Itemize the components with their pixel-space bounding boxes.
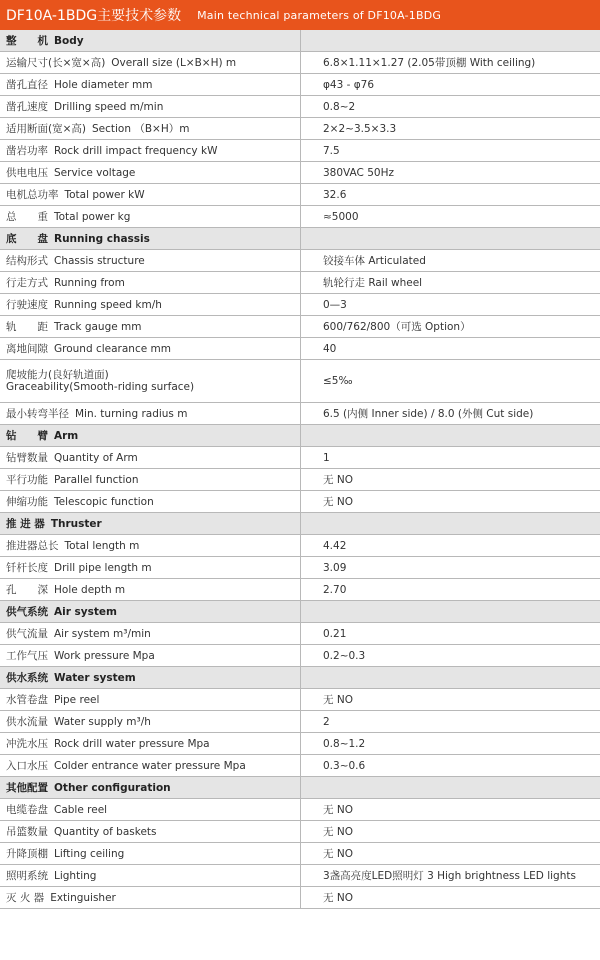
- parameter-name-chinese: 电缆卷盘: [6, 803, 48, 816]
- parameter-name-english: Body: [54, 34, 84, 47]
- parameter-value-cell: 轨轮行走 Rail wheel: [301, 272, 600, 294]
- parameter-name-cell: [0, 535, 301, 557]
- section-title-cell: [0, 777, 301, 799]
- parameter-name-chinese: 供电电压: [6, 166, 48, 179]
- parameter-name-english: Lighting: [54, 869, 97, 882]
- parameter-name-chinese: 行走方式: [6, 276, 48, 289]
- spec-row: [0, 250, 600, 272]
- parameter-name-cell: [0, 623, 301, 645]
- parameter-name-english: Drilling speed m/min: [54, 100, 164, 113]
- parameter-name-chinese: 钎杆长度: [6, 561, 48, 574]
- parameter-name-english: Hole diameter mm: [54, 78, 153, 91]
- parameter-name-chinese: 适用断面(宽×高): [6, 122, 86, 135]
- spec-row: [0, 272, 600, 294]
- spec-row: [0, 733, 600, 755]
- section-title-cell: [0, 667, 301, 689]
- parameter-name-cell: [0, 557, 301, 579]
- parameter-name-chinese: 灭 火 器: [6, 891, 45, 904]
- section-title-cell: [0, 228, 301, 250]
- parameter-name-chinese: 总 重: [6, 210, 48, 223]
- parameter-name-chinese: 行驶速度: [6, 298, 48, 311]
- parameter-name-cell: [0, 689, 301, 711]
- parameter-value-cell: 无 NO: [301, 843, 600, 865]
- parameter-name-cell: [0, 338, 301, 360]
- parameter-name-cell: [0, 887, 301, 909]
- parameter-name-cell: [0, 250, 301, 272]
- parameter-name-cell: [0, 184, 301, 206]
- section-header-row: [0, 30, 600, 52]
- parameter-name-english: Min. turning radius m: [75, 407, 188, 420]
- spec-table: [0, 30, 600, 909]
- parameter-name-chinese: 吊篮数量: [6, 825, 48, 838]
- section-header-row: [0, 425, 600, 447]
- parameter-name-cell: [0, 118, 301, 140]
- parameter-name-chinese: 供气流量: [6, 627, 48, 640]
- parameter-name-english: Air system m³/min: [54, 627, 151, 640]
- parameter-value-cell: 0.8~2: [301, 96, 600, 118]
- parameter-name-english: Cable reel: [54, 803, 108, 816]
- section-title-cell: [0, 30, 301, 52]
- parameter-value-cell: ≤5‰: [301, 360, 600, 403]
- parameter-name-cell: [0, 294, 301, 316]
- parameter-value-cell: 0.8~1.2: [301, 733, 600, 755]
- parameter-name-english: Quantity of Arm: [54, 451, 138, 464]
- parameter-name-cell: [0, 865, 301, 887]
- parameter-name-chinese: 凿孔直径: [6, 78, 48, 91]
- parameter-name-english: Hole depth m: [54, 583, 126, 596]
- spec-row: [0, 711, 600, 733]
- section-empty-cell: [301, 777, 600, 799]
- parameter-name-cell: [0, 272, 301, 294]
- spec-row: [0, 799, 600, 821]
- parameter-name-english: Service voltage: [54, 166, 136, 179]
- section-title-cell: [0, 513, 301, 535]
- parameter-value-cell: 6.5 (内侧 Inner side) / 8.0 (外侧 Cut side): [301, 403, 600, 425]
- parameter-name-cell: [0, 491, 301, 513]
- spec-row: [0, 689, 600, 711]
- spec-row: [0, 316, 600, 338]
- parameter-name-chinese: 入口水压: [6, 759, 48, 772]
- parameter-name-chinese: 孔 深: [6, 583, 48, 596]
- parameter-name-english: Total power kW: [64, 188, 145, 201]
- parameter-name-english: Pipe reel: [54, 693, 100, 706]
- parameter-value-cell: ≈5000: [301, 206, 600, 228]
- section-header-row: [0, 667, 600, 689]
- parameter-name-chinese: 供水流量: [6, 715, 48, 728]
- parameter-name-cell: [0, 316, 301, 338]
- parameter-name-cell: [0, 403, 301, 425]
- section-header-row: [0, 228, 600, 250]
- parameter-name-chinese: 运输尺寸(长×宽×高): [6, 56, 106, 69]
- parameter-name-english: Graceability(Smooth-riding surface): [6, 381, 195, 393]
- parameter-name-english: Other configuration: [54, 781, 171, 794]
- parameter-name-cell: [0, 645, 301, 667]
- parameter-value-cell: 0.2~0.3: [301, 645, 600, 667]
- parameter-name-chinese: 钻臂数量: [6, 451, 48, 464]
- parameter-name-chinese: 爬坡能力(良好轨道面): [6, 369, 109, 381]
- spec-row: [0, 887, 600, 909]
- section-header-row: [0, 601, 600, 623]
- parameter-value-cell: 3盏高亮度LED照明灯 3 High brightness LED lights: [301, 865, 600, 887]
- parameter-name-chinese: 供气系统: [6, 605, 48, 618]
- spec-row: [0, 755, 600, 777]
- parameter-name-chinese: 凿孔速度: [6, 100, 48, 113]
- parameter-value-cell: 32.6: [301, 184, 600, 206]
- parameter-name-english: Running from: [54, 276, 125, 289]
- parameter-name-cell: [0, 843, 301, 865]
- parameter-value-cell: 无 NO: [301, 491, 600, 513]
- section-empty-cell: [301, 30, 600, 52]
- spec-row: [0, 184, 600, 206]
- spec-row: [0, 843, 600, 865]
- parameter-name-cell: [0, 733, 301, 755]
- parameter-name-english: Overall size (L×B×H) m: [111, 56, 237, 69]
- parameter-name-chinese: 伸缩功能: [6, 495, 48, 508]
- parameter-name-cell: [0, 799, 301, 821]
- parameter-name-cell: [0, 579, 301, 601]
- parameter-name-chinese: 电机总功率: [6, 188, 59, 201]
- parameter-name-english: Water system: [54, 671, 136, 684]
- parameter-name-english: Colder entrance water pressure Mpa: [54, 759, 246, 772]
- parameter-name-cell: [0, 74, 301, 96]
- parameter-name-english: Thruster: [50, 517, 102, 530]
- parameter-value-cell: 3.09: [301, 557, 600, 579]
- section-title-cell: [0, 425, 301, 447]
- parameter-name-english: Section （B×H）m: [92, 122, 190, 135]
- spec-row: [0, 623, 600, 645]
- parameter-name-english: Total length m: [64, 539, 140, 552]
- parameter-name-chinese: 钻 臂: [6, 429, 48, 442]
- parameter-name-cell: [0, 469, 301, 491]
- parameter-name-english: Telescopic function: [54, 495, 154, 508]
- parameter-name-english: Running speed km/h: [54, 298, 162, 311]
- parameter-name-chinese: 凿岩功率: [6, 144, 48, 157]
- parameter-value-cell: 无 NO: [301, 799, 600, 821]
- parameter-name-english: Quantity of baskets: [54, 825, 157, 838]
- parameter-name-english: Arm: [54, 429, 79, 442]
- parameter-value-cell: 1: [301, 447, 600, 469]
- spec-row: [0, 579, 600, 601]
- parameter-name-cell: [0, 206, 301, 228]
- parameter-value-cell: 无 NO: [301, 469, 600, 491]
- parameter-value-cell: 无 NO: [301, 821, 600, 843]
- spec-row: [0, 645, 600, 667]
- parameter-name-chinese: 照明系统: [6, 869, 48, 882]
- spec-table-body: [0, 30, 600, 909]
- parameter-name-chinese: 水管卷盘: [6, 693, 48, 706]
- section-title-cell: [0, 601, 301, 623]
- spec-row: [0, 469, 600, 491]
- parameter-name-chinese: 轨 距: [6, 320, 48, 333]
- parameter-name-chinese: 平行功能: [6, 473, 48, 486]
- parameter-name-cell: [0, 162, 301, 184]
- page-title-bar: [0, 0, 600, 30]
- parameter-value-cell: 40: [301, 338, 600, 360]
- parameter-name-chinese: 供水系统: [6, 671, 48, 684]
- parameter-value-cell: 0.3~0.6: [301, 755, 600, 777]
- parameter-name-english: Air system: [54, 605, 117, 618]
- parameter-value-cell: φ43 - φ76: [301, 74, 600, 96]
- parameter-value-cell: 铰接车体 Articulated: [301, 250, 600, 272]
- spec-row: [0, 447, 600, 469]
- parameter-name-chinese: 推进器总长: [6, 539, 59, 552]
- parameter-name-cell: [0, 447, 301, 469]
- parameter-name-english: Parallel function: [54, 473, 139, 486]
- spec-row: [0, 118, 600, 140]
- parameter-value-cell: 0.21: [301, 623, 600, 645]
- parameter-name-english: Rock drill water pressure Mpa: [54, 737, 210, 750]
- parameter-name-chinese: 结构形式: [6, 254, 48, 267]
- spec-row: [0, 74, 600, 96]
- spec-row: [0, 360, 600, 403]
- parameter-name-chinese: 工作气压: [6, 649, 48, 662]
- parameter-name-english: Running chassis: [54, 232, 150, 245]
- parameter-name-english: Work pressure Mpa: [54, 649, 155, 662]
- parameter-value-cell: 0—3: [301, 294, 600, 316]
- spec-row: [0, 557, 600, 579]
- spec-row: [0, 294, 600, 316]
- parameter-name-english: Rock drill impact frequency kW: [54, 144, 218, 157]
- parameter-name-english: Water supply m³/h: [54, 715, 151, 728]
- parameter-name-english: Lifting ceiling: [54, 847, 125, 860]
- spec-row: [0, 865, 600, 887]
- section-header-row: [0, 513, 600, 535]
- parameter-name-cell: [0, 140, 301, 162]
- spec-row: [0, 52, 600, 74]
- spec-row: [0, 206, 600, 228]
- spec-row: [0, 96, 600, 118]
- spec-row: [0, 403, 600, 425]
- title-chinese: DF10A-1BDG主要技术参数: [6, 8, 182, 24]
- parameter-name-english: Extinguisher: [50, 891, 116, 904]
- spec-row: [0, 338, 600, 360]
- parameter-name-cell: [0, 755, 301, 777]
- parameter-name-cell: [0, 711, 301, 733]
- parameter-value-cell: 4.42: [301, 535, 600, 557]
- parameter-value-cell: 2: [301, 711, 600, 733]
- parameter-value-cell: 2.70: [301, 579, 600, 601]
- parameter-name-cell: [0, 96, 301, 118]
- parameter-name-english: Total power kg: [54, 210, 131, 223]
- parameter-name-chinese: 其他配置: [6, 781, 48, 794]
- parameter-name-english: Track gauge mm: [54, 320, 142, 333]
- parameter-name-chinese: 升降顶棚: [6, 847, 48, 860]
- parameter-name-chinese: 推 进 器: [6, 517, 45, 530]
- spec-row: [0, 162, 600, 184]
- parameter-value-cell: 7.5: [301, 140, 600, 162]
- parameter-value-cell: 380VAC 50Hz: [301, 162, 600, 184]
- section-header-row: [0, 777, 600, 799]
- section-empty-cell: [301, 513, 600, 535]
- spec-row: [0, 821, 600, 843]
- parameter-value-cell: 6.8×1.11×1.27 (2.05带顶棚 With ceiling): [301, 52, 600, 74]
- parameter-value-cell: 2×2~3.5×3.3: [301, 118, 600, 140]
- parameter-name-english: Ground clearance mm: [54, 342, 171, 355]
- parameter-value-cell: 600/762/800（可选 Option）: [301, 316, 600, 338]
- parameter-name-cell: [0, 52, 301, 74]
- section-empty-cell: [301, 425, 600, 447]
- parameter-value-cell: 无 NO: [301, 689, 600, 711]
- parameter-name-english: Chassis structure: [54, 254, 145, 267]
- parameter-name-chinese: 冲洗水压: [6, 737, 48, 750]
- parameter-name-chinese: 最小转弯半径: [6, 407, 69, 420]
- parameter-name-english: Drill pipe length m: [54, 561, 152, 574]
- parameter-name-chinese: 离地间隙: [6, 342, 48, 355]
- parameter-value-cell: 无 NO: [301, 887, 600, 909]
- spec-row: [0, 491, 600, 513]
- parameter-name-chinese: 底 盘: [6, 232, 48, 245]
- section-empty-cell: [301, 228, 600, 250]
- parameter-name-cell: [0, 360, 301, 403]
- spec-row: [0, 535, 600, 557]
- parameter-name-chinese: 整 机: [6, 34, 48, 47]
- section-empty-cell: [301, 667, 600, 689]
- title-english: Main technical parameters of DF10A-1BDG: [197, 8, 442, 22]
- spec-row: [0, 140, 600, 162]
- parameter-name-cell: [0, 821, 301, 843]
- section-empty-cell: [301, 601, 600, 623]
